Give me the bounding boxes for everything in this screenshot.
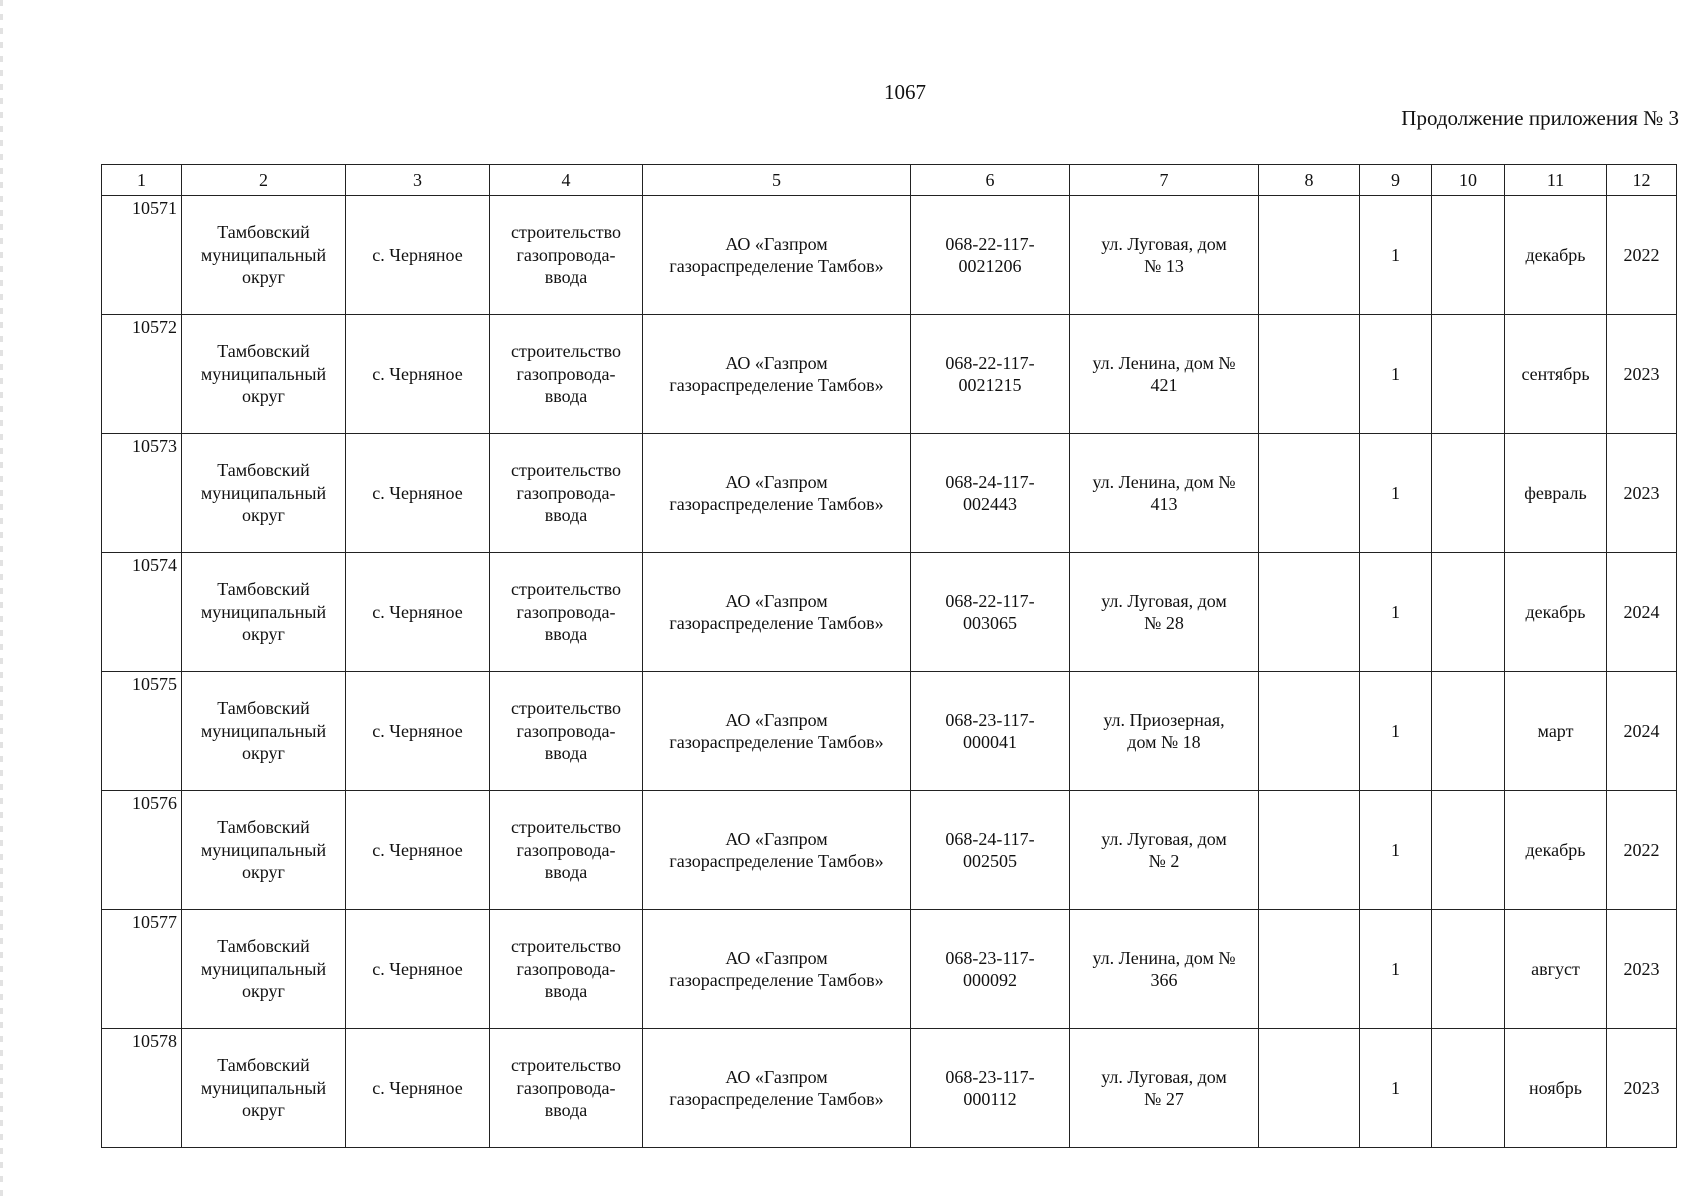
district-cell: Тамбовский муниципальный округ (182, 434, 346, 553)
code-cell: 068-22-117- 0021206 (911, 196, 1070, 315)
settlement-cell: с. Черняное (346, 791, 490, 910)
address-cell: ул. Ленина, дом № 366 (1070, 910, 1259, 1029)
quantity-cell: 1 (1360, 672, 1432, 791)
column-header: 5 (643, 165, 911, 196)
address-cell: ул. Луговая, дом № 2 (1070, 791, 1259, 910)
code-cell: 068-22-117- 0021215 (911, 315, 1070, 434)
settlement-cell: с. Черняное (346, 672, 490, 791)
table-row (102, 1029, 1677, 1148)
column-8-cell (1259, 315, 1360, 434)
column-header: 4 (490, 165, 643, 196)
code-cell: 068-24-117- 002505 (911, 791, 1070, 910)
table-row (102, 910, 1677, 1029)
work-type-cell: строительство газопровода- ввода (490, 791, 643, 910)
column-header: 11 (1505, 165, 1607, 196)
work-type-cell: строительство газопровода- ввода (490, 196, 643, 315)
header-row (102, 165, 1677, 196)
column-10-cell (1432, 315, 1505, 434)
month-cell: декабрь (1505, 196, 1607, 315)
settlement-cell: с. Черняное (346, 910, 490, 1029)
quantity-cell: 1 (1360, 910, 1432, 1029)
address-cell: ул. Ленина, дом № 421 (1070, 315, 1259, 434)
organization-cell: АО «Газпром газораспределение Тамбов» (643, 553, 911, 672)
month-cell: декабрь (1505, 553, 1607, 672)
table-row (102, 791, 1677, 910)
address-cell: ул. Луговая, дом № 27 (1070, 1029, 1259, 1148)
column-10-cell (1432, 196, 1505, 315)
column-8-cell (1259, 1029, 1360, 1148)
column-header: 8 (1259, 165, 1360, 196)
quantity-cell: 1 (1360, 791, 1432, 910)
district-cell: Тамбовский муниципальный округ (182, 672, 346, 791)
column-10-cell (1432, 553, 1505, 672)
column-10-cell (1432, 1029, 1505, 1148)
column-header: 6 (911, 165, 1070, 196)
month-cell: сентябрь (1505, 315, 1607, 434)
column-header: 1 (102, 165, 182, 196)
month-cell: декабрь (1505, 791, 1607, 910)
column-10-cell (1432, 910, 1505, 1029)
organization-cell: АО «Газпром газораспределение Тамбов» (643, 434, 911, 553)
row-number-cell: 10576 (102, 791, 182, 910)
district-cell: Тамбовский муниципальный округ (182, 315, 346, 434)
code-cell: 068-24-117- 002443 (911, 434, 1070, 553)
row-number-cell: 10571 (102, 196, 182, 315)
row-number-cell: 10573 (102, 434, 182, 553)
settlement-cell: с. Черняное (346, 434, 490, 553)
work-type-cell: строительство газопровода- ввода (490, 1029, 643, 1148)
month-cell: март (1505, 672, 1607, 791)
organization-cell: АО «Газпром газораспределение Тамбов» (643, 1029, 911, 1148)
column-8-cell (1259, 434, 1360, 553)
table-row (102, 434, 1677, 553)
row-number-cell: 10577 (102, 910, 182, 1029)
table-row (102, 315, 1677, 434)
district-cell: Тамбовский муниципальный округ (182, 791, 346, 910)
organization-cell: АО «Газпром газораспределение Тамбов» (643, 672, 911, 791)
work-type-cell: строительство газопровода- ввода (490, 910, 643, 1029)
address-cell: ул. Луговая, дом № 13 (1070, 196, 1259, 315)
column-header: 9 (1360, 165, 1432, 196)
column-8-cell (1259, 672, 1360, 791)
address-cell: ул. Приозерная, дом № 18 (1070, 672, 1259, 791)
month-cell: февраль (1505, 434, 1607, 553)
column-8-cell (1259, 196, 1360, 315)
organization-cell: АО «Газпром газораспределение Тамбов» (643, 910, 911, 1029)
column-header: 3 (346, 165, 490, 196)
column-header: 2 (182, 165, 346, 196)
quantity-cell: 1 (1360, 434, 1432, 553)
work-type-cell: строительство газопровода- ввода (490, 672, 643, 791)
code-cell: 068-23-117- 000092 (911, 910, 1070, 1029)
page-number: 1067 (884, 80, 926, 104)
column-10-cell (1432, 791, 1505, 910)
settlement-cell: с. Черняное (346, 196, 490, 315)
settlement-cell: с. Черняное (346, 553, 490, 672)
year-cell: 2023 (1607, 1029, 1677, 1148)
address-cell: ул. Ленина, дом № 413 (1070, 434, 1259, 553)
row-number-cell: 10572 (102, 315, 182, 434)
column-header: 12 (1607, 165, 1677, 196)
year-cell: 2023 (1607, 315, 1677, 434)
code-cell: 068-22-117- 003065 (911, 553, 1070, 672)
year-cell: 2024 (1607, 672, 1677, 791)
year-cell: 2022 (1607, 791, 1677, 910)
register-table (101, 164, 1677, 1148)
organization-cell: АО «Газпром газораспределение Тамбов» (643, 315, 911, 434)
year-cell: 2023 (1607, 910, 1677, 1029)
organization-cell: АО «Газпром газораспределение Тамбов» (643, 196, 911, 315)
address-cell: ул. Луговая, дом № 28 (1070, 553, 1259, 672)
column-10-cell (1432, 434, 1505, 553)
year-cell: 2023 (1607, 434, 1677, 553)
organization-cell: АО «Газпром газораспределение Тамбов» (643, 791, 911, 910)
table-row (102, 553, 1677, 672)
district-cell: Тамбовский муниципальный округ (182, 196, 346, 315)
column-8-cell (1259, 791, 1360, 910)
table-row (102, 196, 1677, 315)
district-cell: Тамбовский муниципальный округ (182, 1029, 346, 1148)
settlement-cell: с. Черняное (346, 315, 490, 434)
settlement-cell: с. Черняное (346, 1029, 490, 1148)
work-type-cell: строительство газопровода- ввода (490, 553, 643, 672)
month-cell: ноябрь (1505, 1029, 1607, 1148)
year-cell: 2022 (1607, 196, 1677, 315)
row-number-cell: 10578 (102, 1029, 182, 1148)
district-cell: Тамбовский муниципальный округ (182, 910, 346, 1029)
district-cell: Тамбовский муниципальный округ (182, 553, 346, 672)
quantity-cell: 1 (1360, 196, 1432, 315)
column-header: 7 (1070, 165, 1259, 196)
table-body (102, 196, 1677, 1148)
column-8-cell (1259, 553, 1360, 672)
column-8-cell (1259, 910, 1360, 1029)
quantity-cell: 1 (1360, 1029, 1432, 1148)
column-header: 10 (1432, 165, 1505, 196)
work-type-cell: строительство газопровода- ввода (490, 434, 643, 553)
work-type-cell: строительство газопровода- ввода (490, 315, 643, 434)
quantity-cell: 1 (1360, 315, 1432, 434)
row-number-cell: 10574 (102, 553, 182, 672)
appendix-continuation-note: Продолжение приложения № 3 (1401, 106, 1679, 130)
code-cell: 068-23-117- 000112 (911, 1029, 1070, 1148)
code-cell: 068-23-117- 000041 (911, 672, 1070, 791)
row-number-cell: 10575 (102, 672, 182, 791)
table-row (102, 672, 1677, 791)
quantity-cell: 1 (1360, 553, 1432, 672)
scan-edge-artifact (0, 0, 3, 1200)
month-cell: август (1505, 910, 1607, 1029)
column-10-cell (1432, 672, 1505, 791)
year-cell: 2024 (1607, 553, 1677, 672)
